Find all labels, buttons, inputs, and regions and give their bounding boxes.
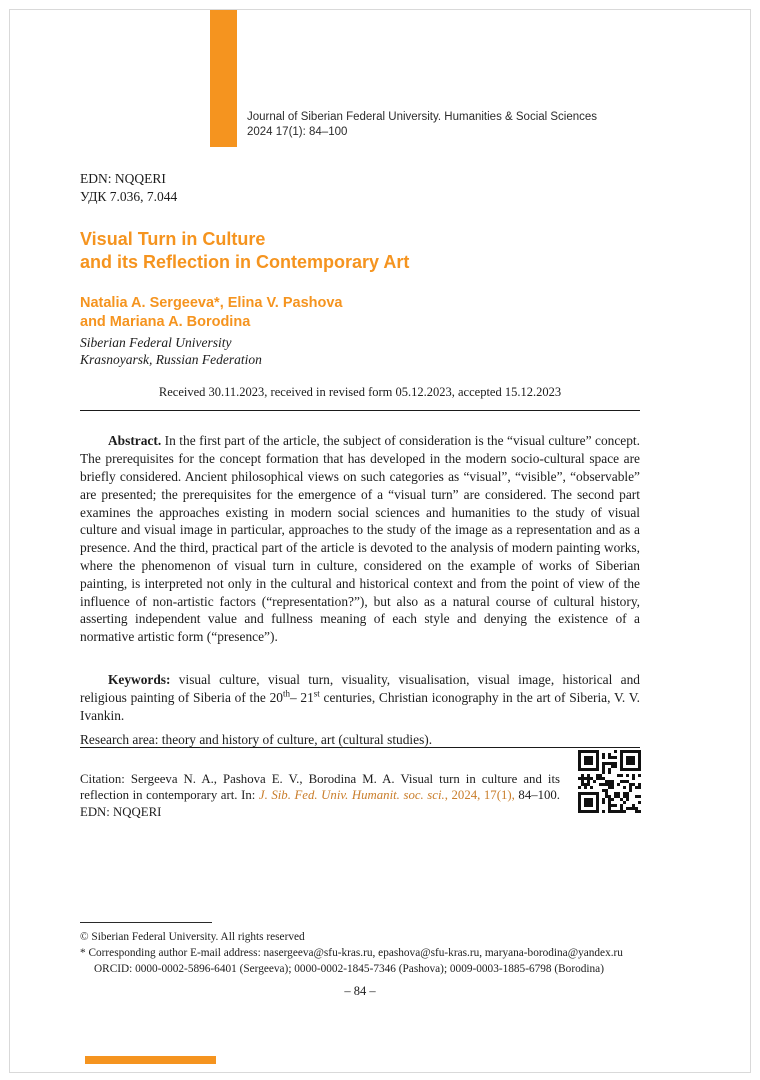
footnote-divider bbox=[80, 922, 212, 923]
citation-prefix: Citation: Sergeeva N. A., Pashova E. V., Borodina M. A. Visual turn in culture and its reflection in contemporary art. In: bbox=[80, 771, 560, 803]
divider-top bbox=[80, 410, 640, 411]
abstract-text: In the first part of the article, the subject of consideration is the “visual culture” concept. The prerequisites for the concept formation that has developed in the modern socio-cultural space are briefly considered. Ancient philosophical views on such categories as “visual”, “visible”, “observable” are presented; the prerequisites for the emergence of a “visual turn” are considered. The second part examines the approaches existing in modern social sciences and humanities to the study of visual culture and visual image in particular, approaches to the study of the image as a representation and as a presence. And the third, practical part of the article is devoted to the analysis of modern painting works, where the phenomenon of visual turn in culture, considered on the example of works of Siberian painting, is interpreted not only in the cultural and historical context and from the point of view of the influence of non-artistic factors (“representation?”), but also as a natural course of cultural history, asserting independent value and fullness meaning of each style and denying the existence of a normative artistic form (“presence”). bbox=[80, 433, 640, 645]
article-identifiers bbox=[80, 170, 177, 206]
affiliation-location: Krasnoyarsk, Russian Federation bbox=[80, 352, 262, 367]
citation-pages: 84–100. EDN: NQQERI bbox=[80, 788, 561, 819]
article-title-line1: Visual Turn in Culture bbox=[80, 229, 266, 249]
keywords-paragraph bbox=[80, 671, 640, 724]
keywords-label: Keywords: bbox=[108, 672, 171, 688]
journal-name: Journal of Siberian Federal University. Humanities & Social Sciences bbox=[247, 111, 598, 123]
orcid-line: ORCID: 0000-0002-5896-6401 (Sergeeva); 0000-0002-1845-7346 (Pashova); 0009-0003-1885-6798 (Borodina) bbox=[94, 963, 604, 975]
udk-code: УДК 7.036, 7.044 bbox=[80, 189, 178, 204]
keywords-text-2: – 21 bbox=[289, 690, 314, 706]
journal-issue: 2024 17(1): 84–100 bbox=[247, 126, 348, 138]
citation-block bbox=[80, 771, 560, 821]
divider-citation bbox=[80, 747, 640, 748]
affiliation bbox=[80, 334, 262, 368]
footer-accent-bar bbox=[85, 1056, 216, 1064]
citation-journal-abbrev: J. Sib. Fed. Univ. Humanit. soc. sci. bbox=[258, 788, 445, 803]
affiliation-institution: Siberian Federal University bbox=[80, 335, 232, 350]
corresponding-author-note: * Corresponding author E-mail address: nasergeeva@sfu-kras.ru, epashova@sfu-kras.ru, maryana-borodina@yandex.ru bbox=[80, 947, 623, 959]
copyright-notice: © Siberian Federal University. All rights reserved bbox=[80, 931, 305, 943]
article-title bbox=[80, 228, 640, 274]
paper-page bbox=[9, 9, 751, 1073]
article-title-line2: and its Reflection in Contemporary Art bbox=[80, 252, 410, 272]
page-number: – 84 – bbox=[344, 984, 376, 998]
keywords-superscript-st: st bbox=[313, 688, 320, 699]
journal-header bbox=[247, 110, 667, 140]
header-accent-bar bbox=[210, 10, 237, 147]
keywords-text-3: centuries, Christian iconography in the art of Siberia, V. V. Ivankin. bbox=[80, 690, 640, 723]
qr-code bbox=[578, 750, 641, 813]
research-area: Research area: theory and history of culture, art (cultural studies). bbox=[80, 732, 433, 748]
abstract-label: Abstract. bbox=[108, 433, 162, 449]
keywords-superscript-th: th bbox=[282, 688, 290, 699]
edn-code: EDN: NQQERI bbox=[80, 171, 166, 186]
keywords-text: visual culture, visual turn, visuality, visualisation, visual image, historical and religious painting of Siberia of the 20 bbox=[80, 672, 640, 706]
author-line1: Natalia A. Sergeeva*, Elina V. Pashova bbox=[80, 295, 343, 311]
received-dates: Received 30.11.2023, received in revised form 05.12.2023, accepted 15.12.2023 bbox=[158, 385, 562, 399]
author-list bbox=[80, 294, 640, 332]
abstract-paragraph bbox=[80, 432, 640, 646]
author-line2: and Mariana A. Borodina bbox=[80, 314, 251, 330]
citation-volume: , 2024, 17(1), bbox=[444, 788, 515, 803]
